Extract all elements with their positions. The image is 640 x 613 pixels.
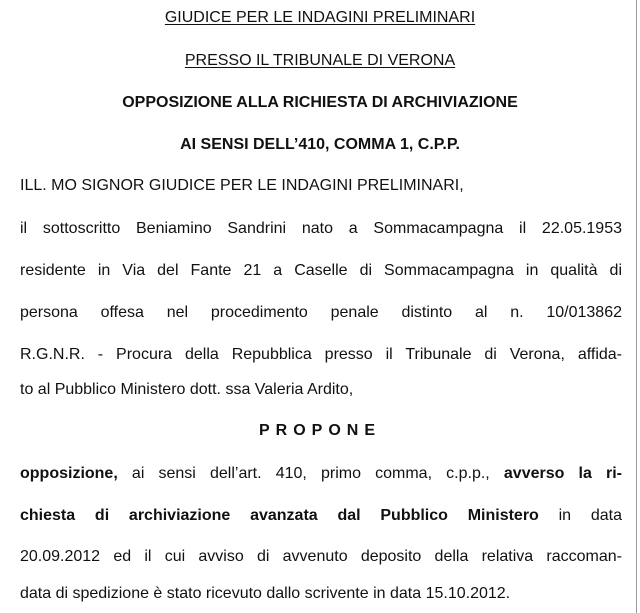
request-line-2 [20,506,622,526]
request-legal-basis: ai sensi dell’art. 410, primo comma, c.p.p., [117,465,504,482]
court-heading-line-2: PRESSO IL TRIBUNALE DI VERONA [184,52,456,69]
intro-line: residente in Via del Fante 21 a Caselle di Sommacampagna in qualità di [20,262,622,279]
salutation: ILL. MO SIGNOR GIUDICE PER LE INDAGINI PRELIMINARI, [20,177,464,194]
propone-heading: PROPONE [258,422,381,439]
request-subject: chiesta di archiviazione avanzata dal Pubblico Ministero [20,507,539,524]
document-title-line-1: OPPOSIZIONE ALLA RICHIESTA DI ARCHIVIAZIONE [122,94,518,111]
request-line-1 [20,464,622,484]
intro-line: to al Pubblico Ministero dott. ssa Valeria Ardito, [20,381,354,398]
page-edge-divider [636,0,637,613]
request-date-lead: in data [538,507,622,524]
request-avverso: avverso la ri- [503,465,622,482]
request-line-3: 20.09.2012 ed il cui avviso di avvenuto deposito della relativa raccoman- [20,548,622,565]
request-opposizione: opposizione, [20,465,118,482]
request-line-4: data di spedizione è stato ricevuto dallo scrivente in data 15.10.2012. [20,585,511,602]
court-heading-line-1: GIUDICE PER LE INDAGINI PRELIMINARI [164,9,476,26]
intro-line: R.G.N.R. - Procura della Repubblica presso il Tribunale di Verona, affida- [20,346,622,363]
intro-line: persona offesa nel procedimento penale distinto al n. 10/013862 [20,304,622,321]
document-title-line-2: AI SENSI DELL’410, COMMA 1, C.P.P. [180,136,460,153]
intro-line: il sottoscritto Beniamino Sandrini nato a Sommacampagna il 22.05.1953 [20,220,622,237]
